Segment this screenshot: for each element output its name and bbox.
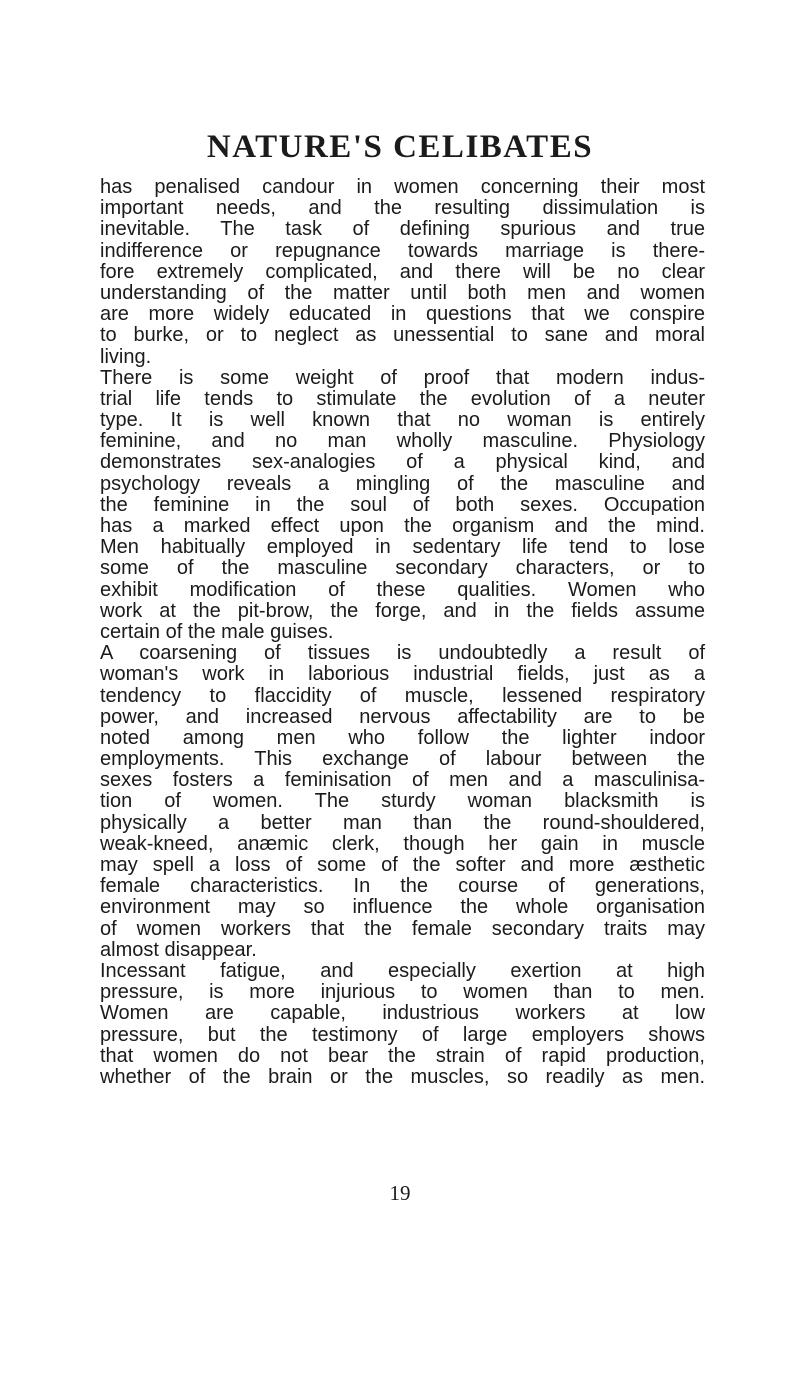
text-line: environment may so influence the whole organisation (100, 896, 705, 919)
text-line: the feminine in the soul of both sexes. Occupation (100, 493, 705, 516)
paragraph-2 (100, 368, 705, 643)
text-line: are more widely educated in questions that we conspire (100, 303, 705, 326)
running-head: NATURE'S CELIBATES (206, 129, 594, 165)
text-line: psychology reveals a mingling of the masculine and (100, 472, 705, 495)
text-line: tendency to flaccidity of muscle, lessened respiratory (100, 684, 705, 707)
text-line: living. (100, 345, 152, 368)
text-line: pressure, is more injurious to women than to men. (100, 981, 705, 1004)
text-line: tion of women. The sturdy woman blacksmith is (100, 790, 705, 813)
text-line: trial life tends to stimulate the evolution of a neuter (100, 387, 705, 410)
text-line: work at the pit-brow, the forge, and in the fields assume (100, 599, 705, 622)
text-line: female characteristics. In the course of generations, (100, 875, 705, 898)
text-line: There is some weight of proof that modern indus- (100, 366, 705, 389)
paragraph-1 (100, 177, 705, 368)
page-number: 19 (389, 1181, 411, 1205)
text-line: physically a better man than the round-shouldered, (100, 811, 705, 834)
text-line: pressure, but the testimony of large employers shows (100, 1023, 705, 1046)
text-line: has a marked effect upon the organism and the mind. (100, 515, 705, 537)
text-line: of women workers that the female secondary traits may (100, 917, 705, 940)
text-line: demonstrates sex-analogies of a physical kind, and (100, 451, 705, 474)
text-line: almost disappear. (100, 938, 257, 961)
text-line: to burke, or to neglect as unessential to sane and moral (100, 324, 705, 347)
text-line: employments. This exchange of labour between the (100, 748, 705, 771)
text-line: type. It is well known that no woman is entirely (100, 409, 705, 432)
text-line: sexes fosters a feminisation of men and a masculinisa- (100, 769, 705, 792)
text-line: exhibit modification of these qualities. Women who (100, 578, 705, 601)
text-line: whether of the brain or the muscles, so readily as men. (100, 1065, 705, 1088)
text-line: woman's work in laborious industrial fields, just as a (100, 663, 705, 686)
text-line: has penalised candour in women concerning their most (100, 176, 705, 198)
text-line: some of the masculine secondary characters, or to (100, 557, 705, 580)
text-line: noted among men who follow the lighter indoor (100, 726, 705, 749)
text-line: understanding of the matter until both men and women (100, 281, 705, 304)
text-line: Women are capable, industrious workers at low (100, 1002, 705, 1025)
text-line: A coarsening of tissues is undoubtedly a result of (100, 642, 705, 665)
text-line: Incessant fatigue, and especially exertion at high (100, 959, 705, 982)
text-line: inevitable. The task of defining spurious and true (100, 218, 705, 241)
text-line: feminine, and no man wholly masculine. Physiology (100, 430, 705, 453)
paragraph-3 (100, 643, 705, 961)
text-line: power, and increased nervous affectability are to be (100, 705, 705, 728)
text-line: weak-kneed, anæmic clerk, though her gain in muscle (100, 832, 705, 855)
text-line: fore extremely complicated, and there will be no clear (100, 260, 705, 283)
body-text (100, 177, 705, 1088)
text-line: certain of the male guises. (100, 620, 334, 643)
text-line: Men habitually employed in sedentary life tend to lose (100, 536, 705, 559)
text-line: indifference or repugnance towards marriage is there- (100, 239, 705, 262)
text-line: that women do not bear the strain of rapid production, (100, 1044, 705, 1067)
text-line: may spell a loss of some of the softer and more æsthetic (100, 854, 705, 876)
text-line: important needs, and the resulting dissimulation is (100, 197, 705, 220)
paragraph-4 (100, 961, 705, 1088)
